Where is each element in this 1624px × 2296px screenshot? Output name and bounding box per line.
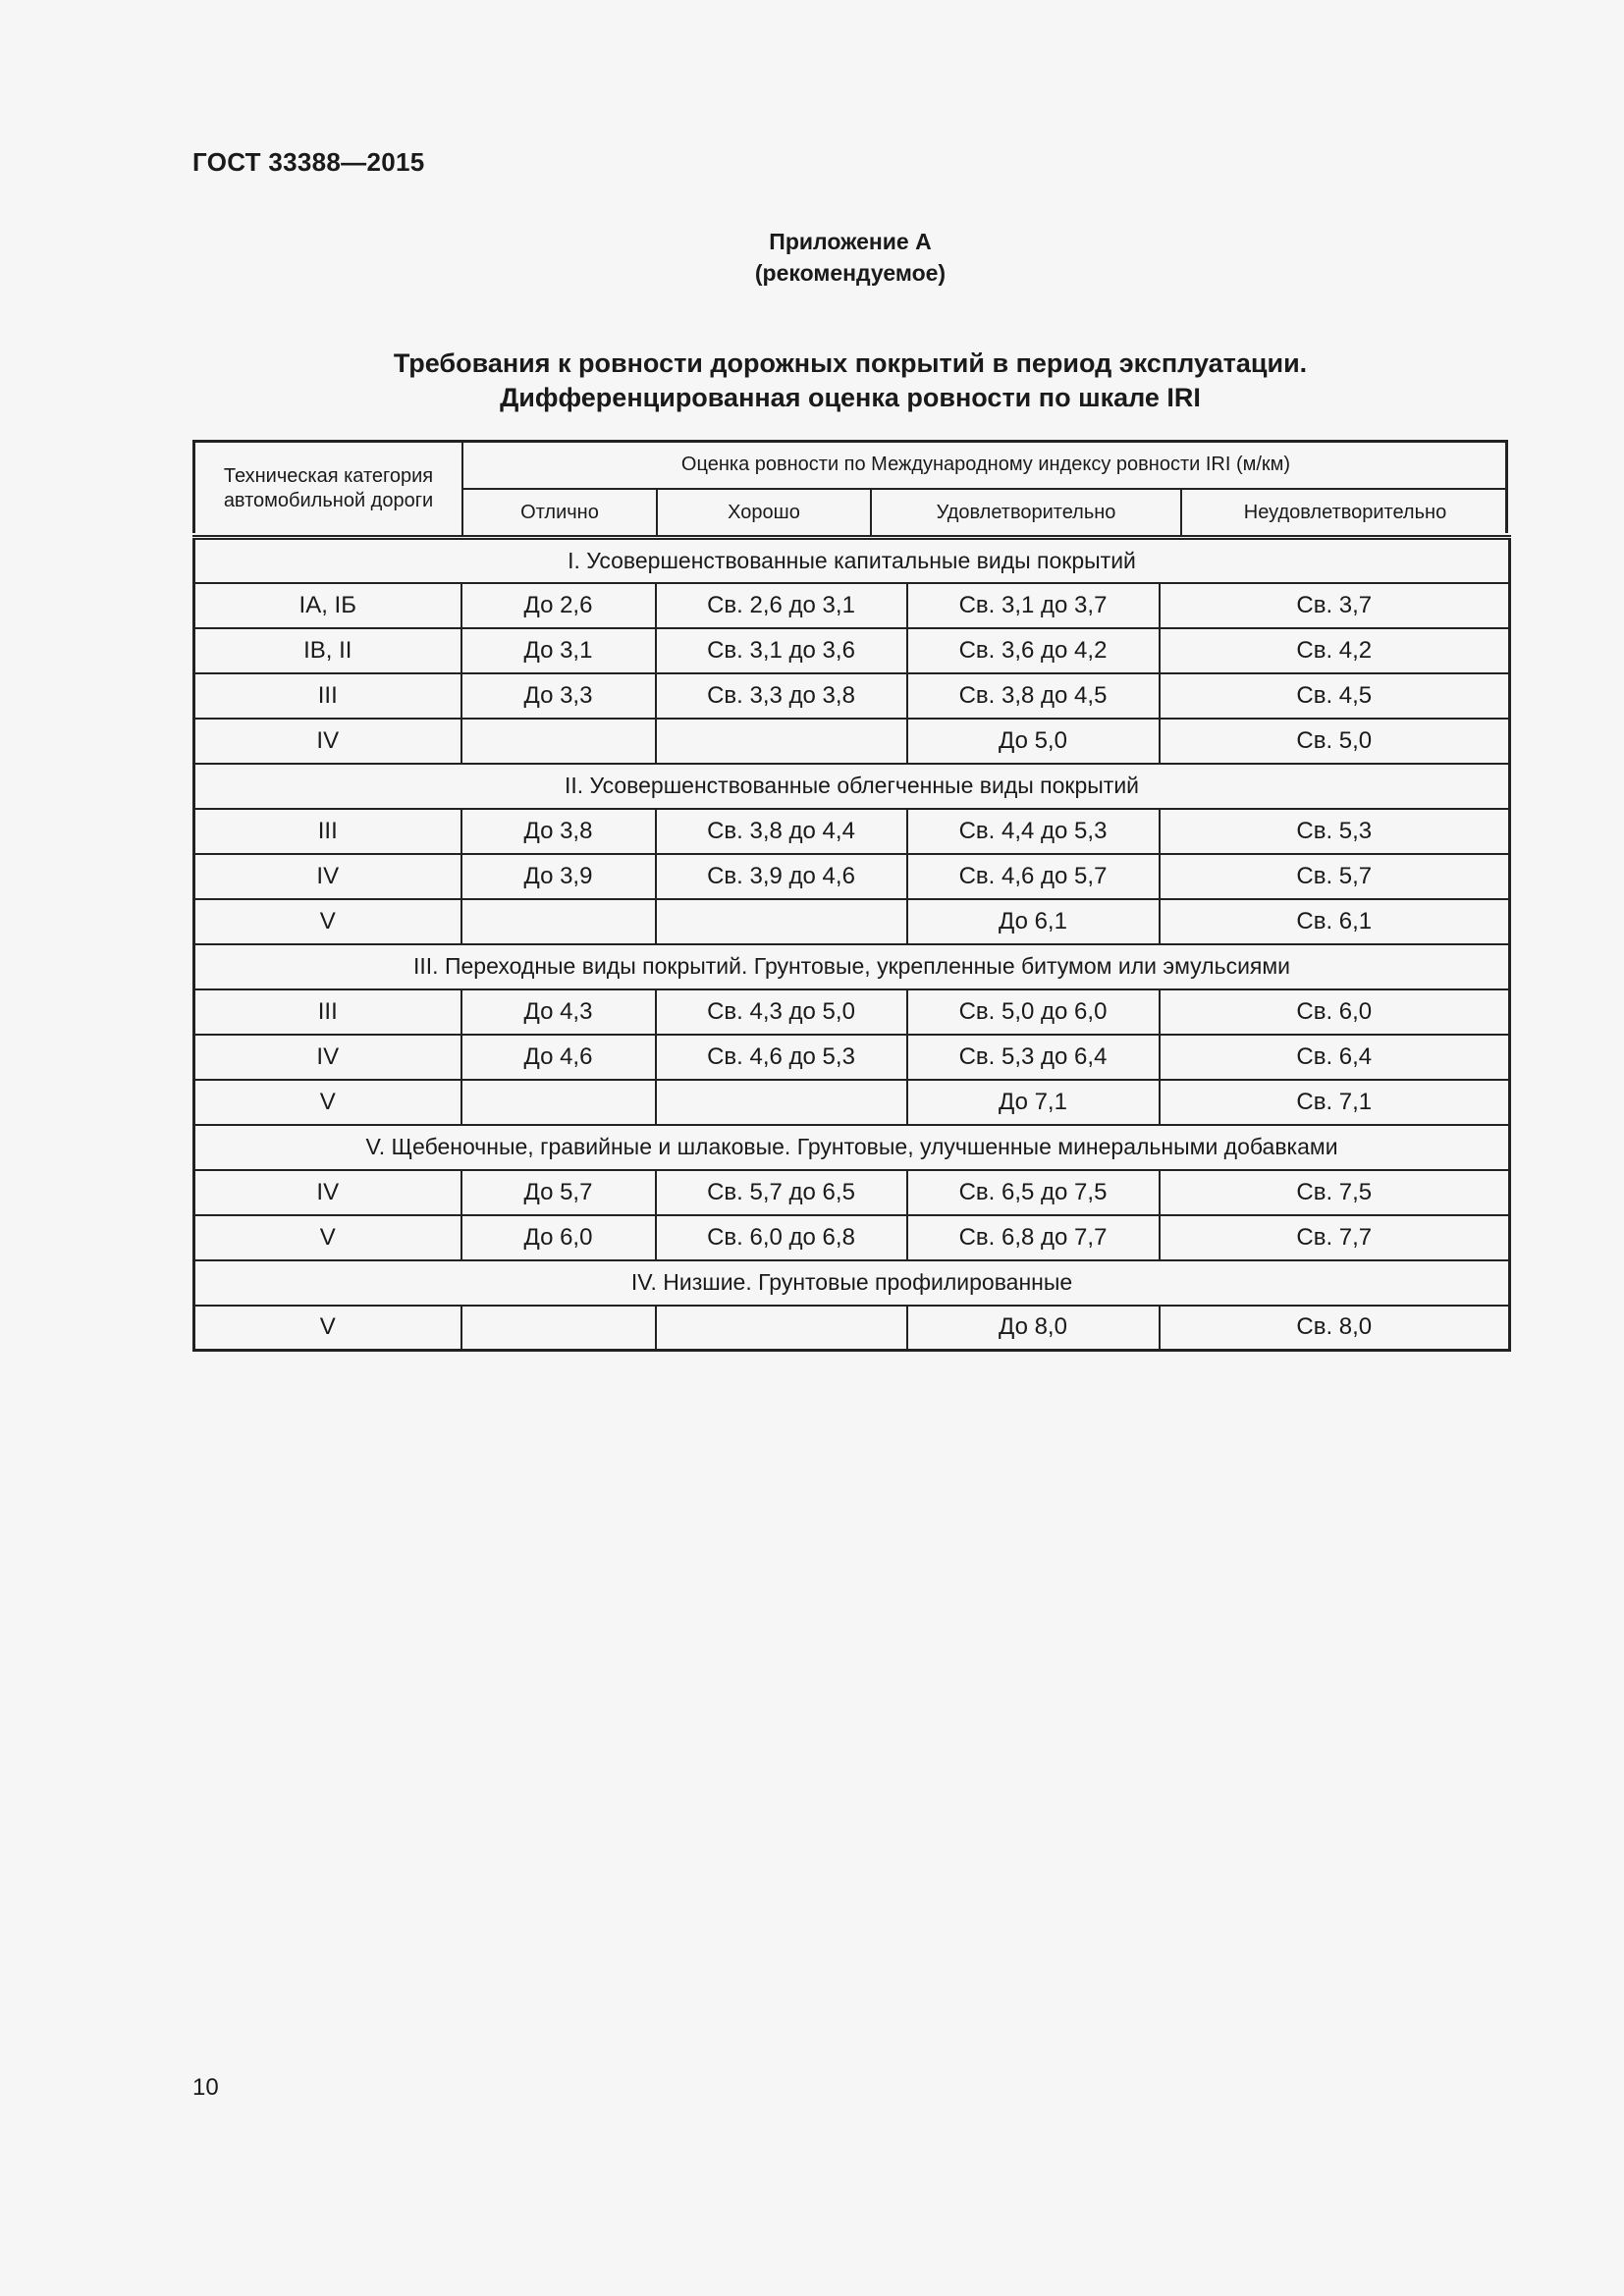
header-category-line1: Техническая категория [223, 465, 434, 487]
table-row [194, 1215, 1510, 1260]
cell-category: V [194, 1215, 461, 1260]
header-col-excellent: Отлично [520, 502, 599, 523]
cell-unsatisfactory: Св. 4,5 [1160, 673, 1510, 719]
header-col-unsatisfactory: Неудовлетворительно [1243, 502, 1447, 523]
cell-good: Св. 3,8 до 4,4 [656, 809, 907, 854]
table-row [194, 719, 1510, 764]
section-title: IV. Низшие. Грунтовые профилированные [194, 1260, 1510, 1306]
cell-unsatisfactory: Св. 8,0 [1160, 1306, 1510, 1351]
iri-table [192, 535, 1511, 1352]
cell-category: IV [194, 854, 461, 899]
cell-excellent [461, 1306, 656, 1351]
cell-good: Св. 5,7 до 6,5 [656, 1170, 907, 1215]
table-row [194, 1035, 1510, 1080]
cell-unsatisfactory: Св. 5,0 [1160, 719, 1510, 764]
table-row [194, 899, 1510, 944]
cell-category: III [194, 673, 461, 719]
section-row [194, 538, 1510, 583]
cell-satisfactory: Св. 5,3 до 6,4 [907, 1035, 1160, 1080]
cell-category: V [194, 1080, 461, 1125]
table-row [194, 989, 1510, 1035]
table-row [194, 809, 1510, 854]
cell-satisfactory: До 7,1 [907, 1080, 1160, 1125]
header-col-good: Хорошо [728, 502, 800, 523]
cell-good: Св. 3,9 до 4,6 [656, 854, 907, 899]
cell-good: Св. 4,6 до 5,3 [656, 1035, 907, 1080]
cell-unsatisfactory: Св. 7,7 [1160, 1215, 1510, 1260]
section-row [194, 1260, 1510, 1306]
cell-category: IV [194, 1170, 461, 1215]
header-category-line2: автомобильной дороги [223, 490, 434, 511]
cell-satisfactory: До 6,1 [907, 899, 1160, 944]
cell-satisfactory: До 8,0 [907, 1306, 1160, 1351]
header-group: Оценка ровности по Международному индексу ровности IRI (м/км) [680, 454, 1291, 475]
cell-category: III [194, 809, 461, 854]
cell-unsatisfactory: Св. 7,5 [1160, 1170, 1510, 1215]
appendix-title: Приложение А [769, 229, 932, 254]
table-title-line1: Требования к ровности дорожных покрытий в период эксплуатации. [393, 348, 1308, 378]
cell-unsatisfactory: Св. 5,7 [1160, 854, 1510, 899]
section-title: III. Переходные виды покрытий. Грунтовые, укрепленные битумом или эмульсиями [194, 944, 1510, 989]
section-row [194, 944, 1510, 989]
cell-excellent [461, 1080, 656, 1125]
table-row [194, 1170, 1510, 1215]
cell-good: Св. 2,6 до 3,1 [656, 583, 907, 628]
cell-satisfactory: Св. 3,1 до 3,7 [907, 583, 1160, 628]
cell-excellent: До 6,0 [461, 1215, 656, 1260]
cell-satisfactory: Св. 6,8 до 7,7 [907, 1215, 1160, 1260]
section-title: V. Щебеночные, гравийные и шлаковые. Грунтовые, улучшенные минеральными добавками [194, 1125, 1510, 1170]
cell-category: IV [194, 719, 461, 764]
cell-good [656, 719, 907, 764]
cell-good [656, 1080, 907, 1125]
appendix-status: (рекомендуемое) [754, 260, 947, 286]
cell-unsatisfactory: Св. 6,0 [1160, 989, 1510, 1035]
table-row [194, 628, 1510, 673]
table-row [194, 1080, 1510, 1125]
cell-unsatisfactory: Св. 5,3 [1160, 809, 1510, 854]
cell-good: Св. 3,3 до 3,8 [656, 673, 907, 719]
table-row [194, 1306, 1510, 1351]
table-row [194, 854, 1510, 899]
cell-excellent: До 3,9 [461, 854, 656, 899]
cell-satisfactory: Св. 3,8 до 4,5 [907, 673, 1160, 719]
table-header [192, 440, 1508, 533]
cell-unsatisfactory: Св. 6,4 [1160, 1035, 1510, 1080]
cell-satisfactory: Св. 3,6 до 4,2 [907, 628, 1160, 673]
cell-excellent [461, 899, 656, 944]
cell-unsatisfactory: Св. 6,1 [1160, 899, 1510, 944]
cell-good [656, 1306, 907, 1351]
table-title [0, 347, 1624, 415]
cell-category: V [194, 1306, 461, 1351]
cell-excellent: До 5,7 [461, 1170, 656, 1215]
section-row [194, 764, 1510, 809]
cell-satisfactory: Св. 6,5 до 7,5 [907, 1170, 1160, 1215]
cell-good: Св. 6,0 до 6,8 [656, 1215, 907, 1260]
cell-excellent: До 4,3 [461, 989, 656, 1035]
cell-unsatisfactory: Св. 4,2 [1160, 628, 1510, 673]
table-row [194, 673, 1510, 719]
cell-category: IV [194, 1035, 461, 1080]
cell-good: Св. 4,3 до 5,0 [656, 989, 907, 1035]
section-row [194, 1125, 1510, 1170]
table-row [194, 583, 1510, 628]
cell-satisfactory: Св. 5,0 до 6,0 [907, 989, 1160, 1035]
cell-satisfactory: Св. 4,4 до 5,3 [907, 809, 1160, 854]
cell-excellent: До 3,8 [461, 809, 656, 854]
cell-category: IA, IБ [194, 583, 461, 628]
cell-excellent: До 4,6 [461, 1035, 656, 1080]
header-category [195, 464, 461, 513]
cell-excellent: До 3,3 [461, 673, 656, 719]
cell-excellent: До 3,1 [461, 628, 656, 673]
cell-good: Св. 3,1 до 3,6 [656, 628, 907, 673]
appendix-heading [0, 226, 1624, 289]
cell-satisfactory: Св. 4,6 до 5,7 [907, 854, 1160, 899]
table-title-line2: Дифференцированная оценка ровности по шкале IRI [500, 383, 1201, 412]
cell-category: V [194, 899, 461, 944]
cell-excellent: До 2,6 [461, 583, 656, 628]
cell-good [656, 899, 907, 944]
cell-unsatisfactory: Св. 3,7 [1160, 583, 1510, 628]
cell-excellent [461, 719, 656, 764]
cell-unsatisfactory: Св. 7,1 [1160, 1080, 1510, 1125]
header-col-satisfactory: Удовлетворительно [936, 502, 1116, 523]
table-body [194, 538, 1510, 1351]
page-number: 10 [192, 2074, 219, 2101]
cell-satisfactory: До 5,0 [907, 719, 1160, 764]
document-code: ГОСТ 33388—2015 [192, 147, 425, 177]
cell-category: IB, II [194, 628, 461, 673]
section-title: I. Усовершенствованные капитальные виды покрытий [194, 538, 1510, 583]
section-title: II. Усовершенствованные облегченные виды покрытий [194, 764, 1510, 809]
cell-category: III [194, 989, 461, 1035]
